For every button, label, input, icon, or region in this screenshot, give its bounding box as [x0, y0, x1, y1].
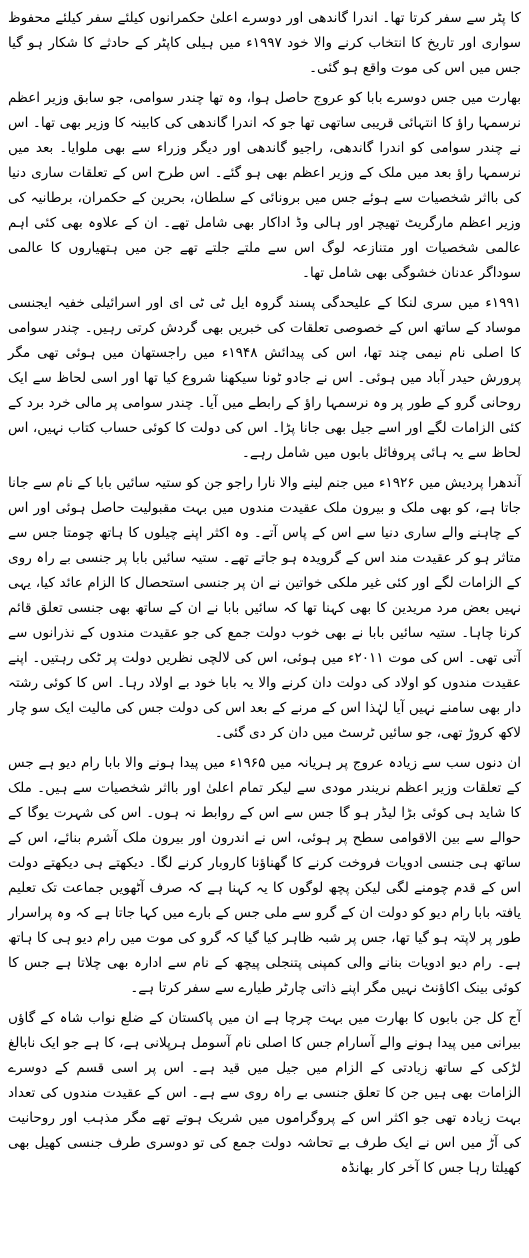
paragraph-chandra-swami-links: ۱۹۹۱ء میں سری لنکا کے علیحدگی پسند گروہ ایل ٹی ٹی ای اور اسرائیلی خفیہ ایجنسی موساد کے ساتھ اس کے خصوصی تعلقات کی خبریں بھی گردش کرتی رہیں۔ چندر سوامی کا اصلی نام نیمی چند تھا، اس کی پیدائش ۱۹۴۸ء میں راجستھان میں ہوئی تھی مگر پرورش حیدر آباد میں ہوئی۔ اس نے جادو ٹونا سیکھنا شروع کیا تھا اور اسی لحاظ سے ایک روحانی گرو کے طور پر وہ نرسمہا راؤ کے رابطے میں آیا۔ چندر سوامی پر مالی خرد برد کے کئی الزامات لگے اور اسے جیل بھی جانا پڑا۔ اس کی دولت کا کوئی حساب کتاب نہیں، اس لحاظ سے یہ ہائی پروفائل بابوں میں شامل رہے۔	[8, 295, 521, 461]
paragraph-asaram: آج کل جن بابوں کا بھارت میں بہت چرچا ہے ان میں پاکستان کے ضلع نواب شاہ کے گاؤں بیرانی میں پیدا ہونے والے آسارام جس کا اصلی نام آسومل ہرپلانی ہے، کا ہے جو ایک نابالغ لڑکی کے ساتھ زیادتی کے الزام میں جیل میں قید ہے۔ اس پر اسی قسم کے دوسرے الزامات بھی ہیں جن کا تعلق جنسی بے راہ روی سے ہے۔ اس کے عقیدت مندوں کی تعداد بہت زیادہ تھی جو اکثر اس کے پروگراموں میں شریک ہوتے تھے مگر مذہب اور روحانیت کی آڑ میں اس نے ایک طرف بے تحاشہ دولت جمع کی تو دوسری طرف جنسی کھیل بھی کھیلتا رہا جس کا آخر کار بھانڈہ	[8, 1010, 521, 1176]
paragraph-helicopter-astrologer: کا پٹر سے سفر کرتا تھا۔ اندرا گاندھی اور دوسرے اعلیٰ حکمرانوں کیلئے سفر کیلئے محفوظ سواری اور تاریخ کا انتخاب کرنے والا خود ۱۹۹۷ء میں ہیلی کاپٹر کے حادثے کا شکار ہو گیا جس میں اس کی موت واقع ہو گئی۔	[8, 10, 521, 76]
paragraph-chandra-swami: بھارت میں جس دوسرے بابا کو عروج حاصل ہوا، وہ تھا چندر سوامی، جو سابق وزیر اعظم نرسمہا راؤ کا انتہائی قریبی ساتھی تھا جو کہ اندرا گاندھی کی کابینہ کا وزیر بھی تھا۔ اس نے چندر سوامی کو اندرا گاندھی، راجیو گاندھی اور دیگر وزراء سے بھی ملوایا۔ بعد میں نرسمہا راؤ بعد میں ملک کے وزیر اعظم بھی ہو گئے۔ اس طرح اس کے تعلقات ساری دنیا کی بااثر شخصیات سے ہوئے جس میں برونائی کے سلطان، بحرین کے حکمران، برطانیہ کی وزیر اعظم مارگریٹ تھیچر اور ہالی وڈ اداکار بھی شامل تھے۔ ان کے علاوہ بھی کئی اہم عالمی شخصیات اور متنازعہ لوگ اس سے ملتے جلتے تھے جن میں ہتھیاروں کا عالمی سوداگر عدنان خشوگی بھی شامل تھا۔	[8, 90, 521, 281]
paragraph-sathya-sai-baba: آندھرا پردیش میں ۱۹۲۶ء میں جنم لینے والا نارا راجو جن کو ستیہ سائیں بابا کے نام سے جانا جاتا ہے، کو بھی ملک و بیرون ملک عقیدت مندوں میں بہت مقبولیت حاصل ہوئی اور اس کے چاہنے والے ساری دنیا سے اس کے پاس آتے۔ وہ اکثر اپنے چیلوں کا ہاتھ چومتا جس سے متاثر ہو کر عقیدت مند اس کے گرویدہ ہو جاتے تھے۔ ستیہ سائیں بابا پر جنسی بے راہ روی کے الزامات لگے اور کئی غیر ملکی خواتین نے ان پر جنسی استحصال کا الزام عائد کیا، یہی نہیں بعض مرد مریدین کا بھی کہنا تھا کہ سائیں بابا نے ان کے ساتھ بھی جنسی تعلق قائم کرنا چاہا۔ ستیہ سائیں بابا نے بھی خوب دولت جمع کی جو عقیدت مندوں کے نذرانوں سے آتی تھی۔ اس کی موت ۲۰۱۱ء میں ہوئی، اس کی لالچی نظریں دولت پر ٹکی رہتیں۔ اپنے عقیدت مندوں کو اولاد کی دولت دان کرنے والا یہ بابا خود بے اولاد رہا۔ اس کا کوئی رشتہ دار بھی سامنے نہیں آیا لہٰذا اس کے مرنے کے بعد اس کی دولت جس کی مالیت ایک سو چار لاکھ کروڑ تھی، جو سائیں ٹرسٹ میں دان کر دی گئی۔	[8, 475, 521, 741]
paragraph-baba-ramdev: ان دنوں سب سے زیادہ عروج پر ہریانہ میں ۱۹۶۵ء میں پیدا ہونے والا بابا رام دیو ہے جس کے تعلقات وزیر اعظم نریندر مودی سے لیکر تمام اعلیٰ اور بااثر شخصیات سے ہیں۔ ملک کا شاید ہی کوئی بڑا لیڈر ہو گا جس سے اس کے روابط نہ ہوں۔ اس کی شہرت یوگا کے حوالے سے بین الاقوامی سطح پر ہوئی، اس نے اندرون اور بیرون ملک آشرم بنائے، اس کے ساتھ ہی جنسی ادویات فروخت کرنے کا گھناؤنا کاروبار کرنے لگا۔ دیکھتے ہی دیکھتے دولت اس کے قدم چومنے لگی لیکن پچھ لوگوں کا یہ کہنا ہے کہ صرف آٹھویں جماعت تک تعلیم یافتہ بابا رام دیو کو دولت ان کے گرو سے ملی جس کے بارے میں کہا جاتا ہے کہ وہ پراسرار طور پر لاپتہ ہو گیا تھا، جس پر شبہ ظاہر کیا گیا کہ گرو کی موت میں رام دیو ہی کا ہاتھ ہے۔ رام دیو ادویات بنانے والی کمپنی پتنجلی پیچھ کے نام سے ادارہ بھی چلاتا ہے جس کا کوئی بینک اکاؤنٹ نہیں مگر اپنے ذاتی چارٹر طیارے سے سفر کرتا ہے۔	[8, 755, 521, 996]
